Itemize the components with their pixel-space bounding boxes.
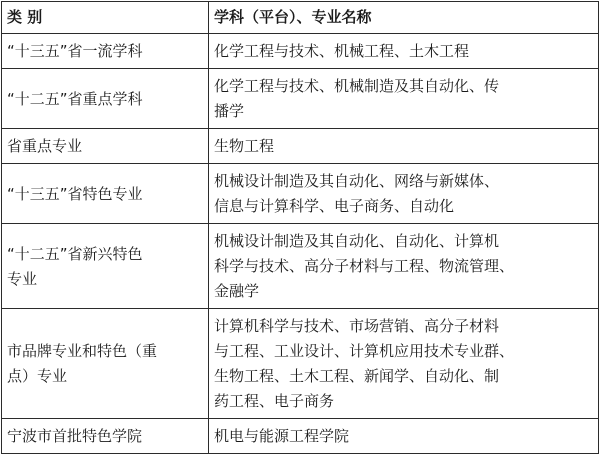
- items-cell: 化学工程与技术、机械制造及其自动化、传 播学: [209, 69, 599, 129]
- table-row: [2, 419, 599, 454]
- category-cell: “十二五”省新兴特色 专业: [2, 224, 209, 309]
- category-cell: 宁波市首批特色学院: [2, 419, 209, 454]
- items-cell: 生物工程: [209, 129, 599, 164]
- table-row: [2, 224, 599, 309]
- table-row: [2, 129, 599, 164]
- header-category: 类 别: [2, 2, 209, 34]
- header-name: 学科（平台）、专业名称: [209, 2, 599, 34]
- category-cell: “十三五”省一流学科: [2, 34, 209, 69]
- items-cell: 化学工程与技术、机械工程、土木工程: [209, 34, 599, 69]
- category-cell: “十三五”省特色专业: [2, 164, 209, 224]
- table-row: [2, 164, 599, 224]
- category-cell: 省重点专业: [2, 129, 209, 164]
- category-cell: “十二五”省重点学科: [2, 69, 209, 129]
- table-header-row: [2, 2, 599, 34]
- items-cell: 机械设计制造及其自动化、自动化、计算机 科学与技术、高分子材料与工程、物流管理、 金融学: [209, 224, 599, 309]
- category-cell: 市品牌专业和特色（重 点）专业: [2, 309, 209, 419]
- table-row: [2, 34, 599, 69]
- discipline-major-table: [1, 1, 599, 454]
- table-row: [2, 69, 599, 129]
- items-cell: 机电与能源工程学院: [209, 419, 599, 454]
- items-cell: 机械设计制造及其自动化、网络与新媒体、 信息与计算科学、电子商务、自动化: [209, 164, 599, 224]
- table-row: [2, 309, 599, 419]
- items-cell: 计算机科学与技术、市场营销、高分子材料 与工程、工业设计、计算机应用技术专业群、 生物工程、土木工程、新闻学、自动化、制 药工程、电子商务: [209, 309, 599, 419]
